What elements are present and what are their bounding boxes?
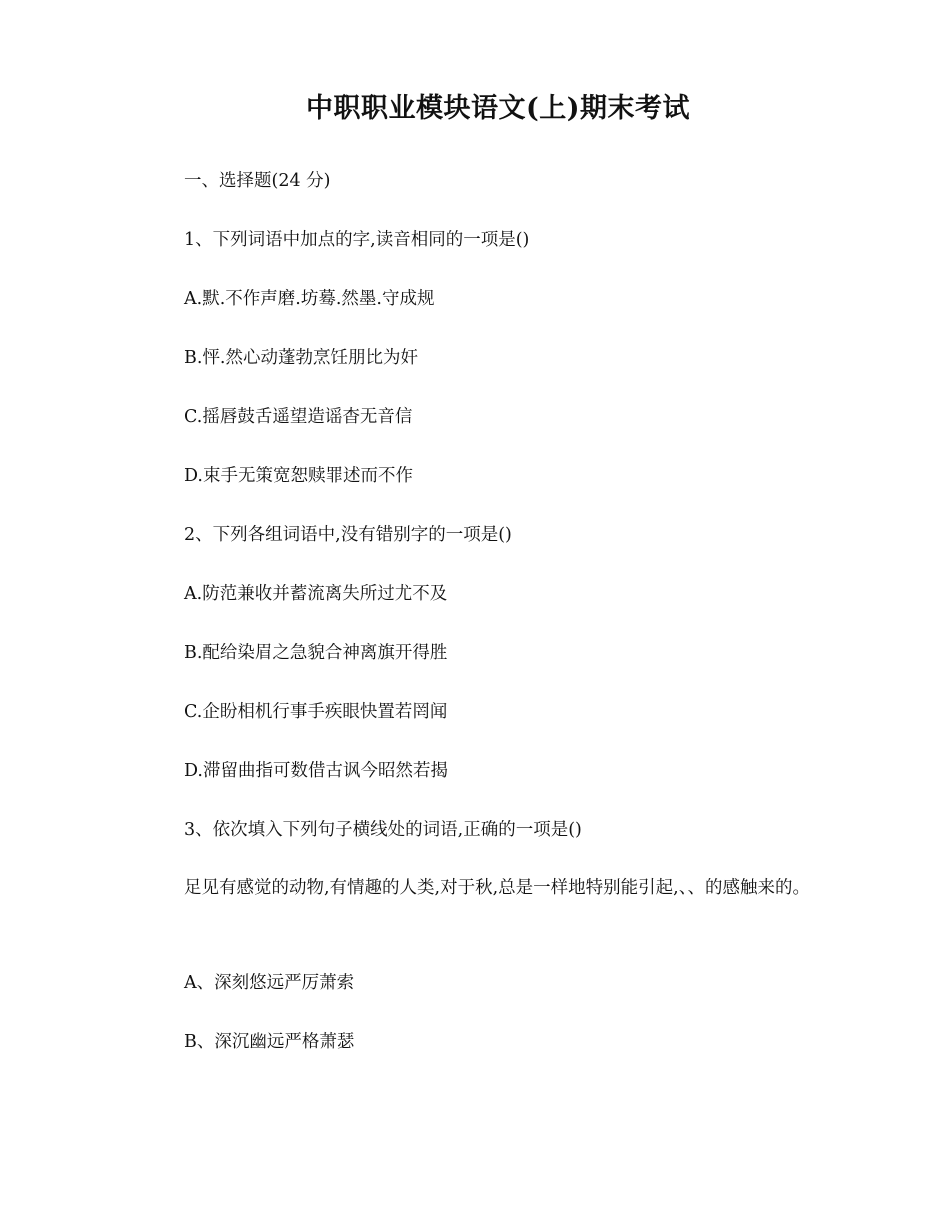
question-2-option-a: A.防范兼收并蓄流离失所过尤不及: [184, 584, 448, 604]
question-1-stem: 1、下列词语中加点的字,读音相同的一项是(): [184, 230, 530, 250]
question-1-option-a: A.默.不作声磨.坊蓦.然墨.守成规: [184, 289, 435, 309]
question-1-option-c: C.摇唇鼓舌遥望造谣杳无音信: [184, 407, 413, 427]
question-2-option-c: C.企盼相机行事手疾眼快置若罔闻: [184, 702, 448, 722]
question-1-option-b: B.怦.然心动蓬勃烹饪朋比为奸: [184, 348, 418, 368]
question-3-option-a: A、深刻悠远严厉萧索: [184, 973, 355, 993]
question-3-option-b: B、深沉幽远严格萧瑟: [184, 1032, 355, 1052]
question-2-option-d: D.滞留曲指可数借古讽今昭然若揭: [184, 761, 448, 781]
question-3-passage: 足见有感觉的动物,有情趣的人类,对于秋,总是一样地特别能引起,、、的感触来的。: [184, 878, 810, 898]
document-title: 中职职业模块语文(上)期末考试: [305, 93, 691, 124]
question-2-option-b: B.配给染眉之急貌合神离旗开得胜: [184, 643, 448, 663]
question-1-option-d: D.束手无策宽恕赎罪述而不作: [184, 466, 413, 486]
question-3-stem: 3、依次填入下列句子横线处的词语,正确的一项是(): [184, 820, 582, 840]
question-2-stem: 2、下列各组词语中,没有错别字的一项是(): [184, 525, 512, 545]
section-heading: 一、选择题(24 分): [184, 171, 331, 191]
